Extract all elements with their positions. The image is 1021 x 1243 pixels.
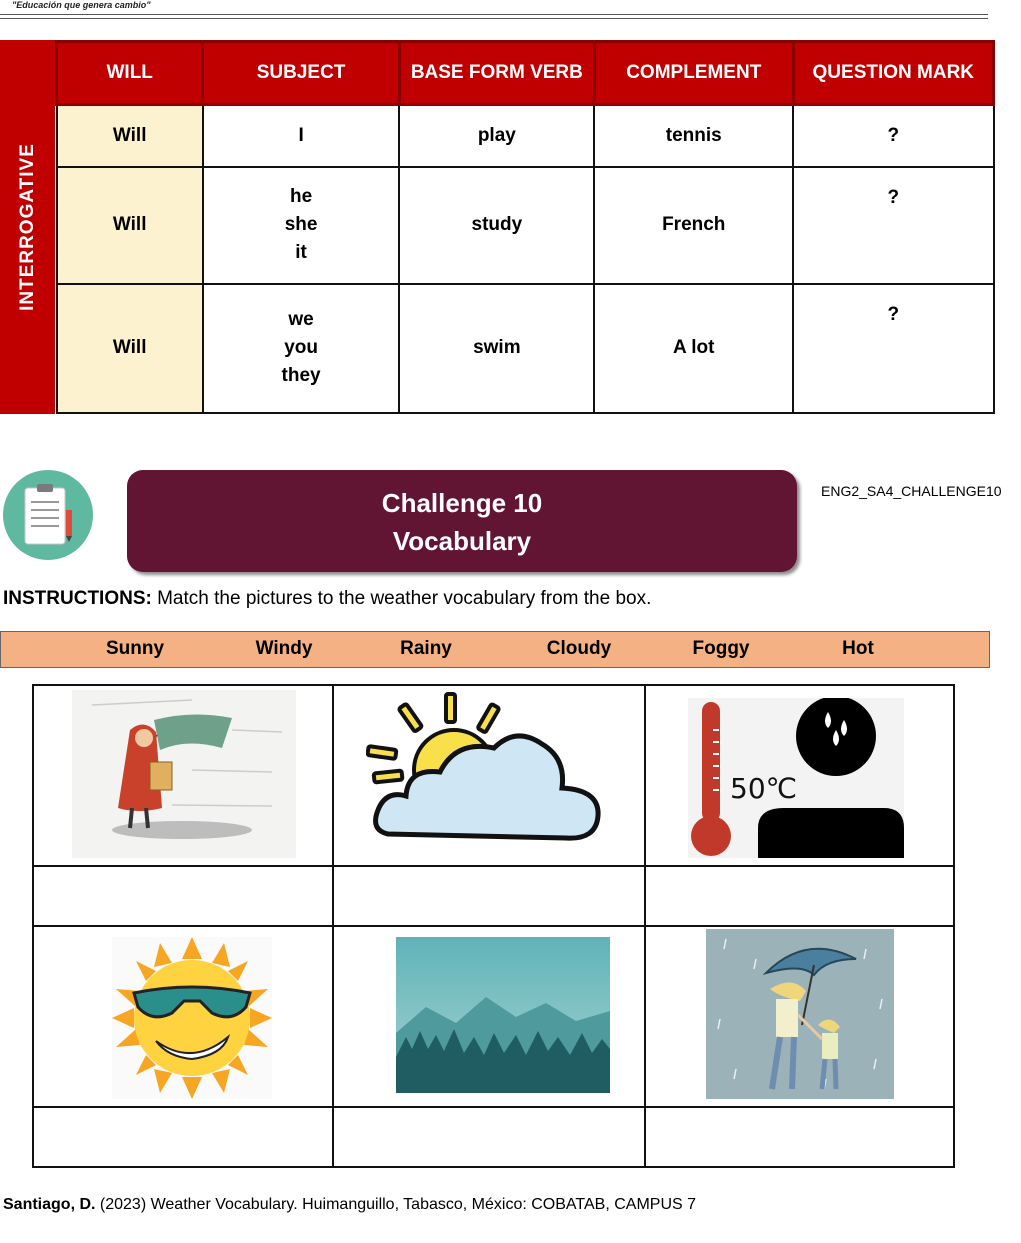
challenge-code: ENG2_SA4_CHALLENGE10 xyxy=(821,483,1002,499)
header-question-mark: QUESTION MARK xyxy=(793,42,993,105)
cell-subject xyxy=(203,167,399,284)
grammar-table xyxy=(55,40,995,414)
subject-line: it xyxy=(295,242,307,263)
clipboard-icon xyxy=(3,470,93,560)
table-row xyxy=(57,284,994,413)
credit-author: Santiago, D. xyxy=(3,1196,96,1213)
cell-will: Will xyxy=(57,284,203,413)
subject-line: he xyxy=(289,186,313,207)
header-rule xyxy=(0,18,988,19)
vocab-word: Hot xyxy=(842,638,874,659)
sunny-picture xyxy=(112,937,272,1099)
hot-picture xyxy=(688,698,904,858)
pictures-table xyxy=(32,684,955,1168)
answer-cell[interactable] xyxy=(645,866,954,926)
side-label-text: INTERROGATIVE xyxy=(16,143,38,311)
cell-complement: tennis xyxy=(594,105,793,167)
credit-line xyxy=(3,1196,696,1214)
answer-cell[interactable] xyxy=(33,866,333,926)
vocab-word: Windy xyxy=(255,638,313,659)
instructions-text: Match the pictures to the weather vocabulary from the box. xyxy=(151,588,652,609)
header-rule xyxy=(0,14,988,15)
subject-line: you xyxy=(284,337,318,358)
answer-cell[interactable] xyxy=(333,866,645,926)
picture-cell xyxy=(645,926,954,1107)
cell-complement: A lot xyxy=(594,284,793,413)
cell-subject: I xyxy=(203,105,399,167)
vocab-word: Sunny xyxy=(105,638,165,659)
answer-cell[interactable] xyxy=(333,1107,645,1167)
table-row xyxy=(57,167,994,284)
vocabulary-box xyxy=(0,631,990,668)
header-complement: COMPLEMENT xyxy=(594,42,793,105)
header-subject: SUBJECT xyxy=(203,42,399,105)
cell-question-mark: ? xyxy=(793,284,993,413)
cell-verb: play xyxy=(399,105,594,167)
picture-cell xyxy=(333,685,645,866)
subject-line: she xyxy=(284,214,318,235)
picture-cell xyxy=(645,685,954,866)
vocab-word: Foggy xyxy=(692,638,750,659)
picture-cell xyxy=(33,926,333,1107)
windy-picture xyxy=(72,690,296,858)
answer-row xyxy=(33,1107,954,1167)
answer-row xyxy=(33,866,954,926)
foggy-picture xyxy=(396,937,610,1093)
cloudy-picture xyxy=(366,690,614,856)
rainy-picture xyxy=(706,929,894,1099)
header-motto: "Educación que genera cambio" xyxy=(12,0,151,10)
cell-will: Will xyxy=(57,167,203,284)
picture-cell xyxy=(333,926,645,1107)
cell-will: Will xyxy=(57,105,203,167)
answer-cell[interactable] xyxy=(645,1107,954,1167)
subject-line: they xyxy=(281,365,321,386)
challenge-title: Challenge 10 xyxy=(381,488,543,518)
subject-line: we xyxy=(288,309,314,330)
header-verb: BASE FORM VERB xyxy=(399,42,594,105)
picture-row xyxy=(33,926,954,1107)
picture-cell xyxy=(33,685,333,866)
challenge-subtitle: Vocabulary xyxy=(392,526,532,556)
answer-cell[interactable] xyxy=(33,1107,333,1167)
grammar-header-row xyxy=(57,42,994,105)
credit-text: (2023) Weather Vocabulary. Huimanguillo, Tabasco, México: COBATAB, CAMPUS 7 xyxy=(95,1196,697,1213)
interrogative-side-label xyxy=(0,40,55,414)
cell-verb: study xyxy=(399,167,594,284)
instructions xyxy=(3,588,651,610)
instructions-label: INSTRUCTIONS: xyxy=(3,588,152,609)
cell-question-mark: ? xyxy=(793,105,993,167)
picture-row xyxy=(33,685,954,866)
cell-complement: French xyxy=(594,167,793,284)
challenge-banner xyxy=(127,470,797,572)
table-row xyxy=(57,105,994,167)
header-will: WILL xyxy=(57,42,203,105)
temperature-label: 50℃ xyxy=(730,772,798,805)
cell-question-mark: ? xyxy=(793,167,993,284)
vocab-word: Rainy xyxy=(400,638,452,659)
cell-subject xyxy=(203,284,399,413)
vocab-word: Cloudy xyxy=(546,638,612,659)
cell-verb: swim xyxy=(399,284,594,413)
